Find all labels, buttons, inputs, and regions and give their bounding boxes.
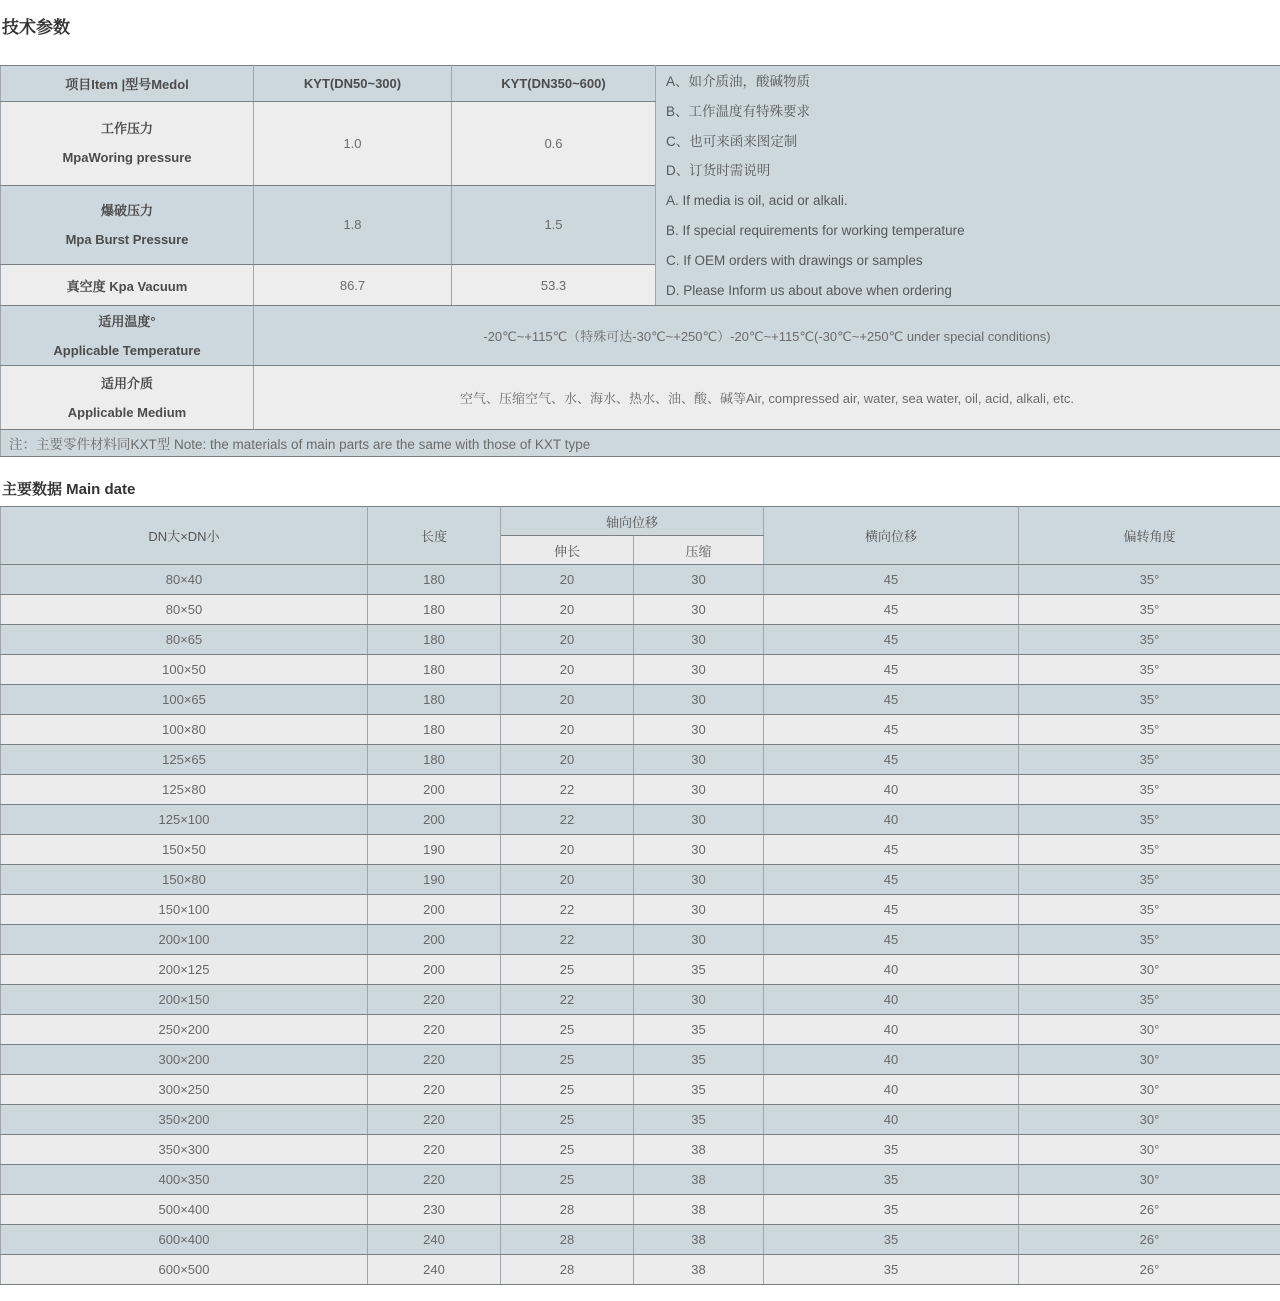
header-lateral-displacement: 横向位移	[764, 507, 1019, 565]
note-line: B. If special requirements for working temperature	[666, 216, 1274, 246]
table-cell: 22	[501, 805, 634, 835]
burst-pressure-label-en: Mpa Burst Pressure	[1, 225, 253, 254]
table-row	[1, 985, 1280, 1015]
table-cell: 38	[634, 1135, 764, 1165]
note-line: D、订货时需说明	[666, 156, 1274, 186]
header-compression: 压缩	[634, 536, 764, 565]
header-extension: 伸长	[501, 536, 634, 565]
table-cell: 20	[501, 625, 634, 655]
table-cell: 30°	[1019, 1135, 1280, 1165]
table-cell: 35°	[1019, 745, 1280, 775]
vacuum-value-1: 86.7	[254, 265, 452, 306]
table-cell: 26°	[1019, 1195, 1280, 1225]
table-cell: 38	[634, 1195, 764, 1225]
notes-cell	[656, 66, 1280, 306]
note-line: B、工作温度有特殊要求	[666, 97, 1274, 127]
table-cell: 30	[634, 715, 764, 745]
table-cell: 28	[501, 1255, 634, 1285]
main-data-table	[0, 506, 1280, 1285]
table-cell: 35	[634, 1045, 764, 1075]
table-cell: 20	[501, 565, 634, 595]
vacuum-label: 真空度 Kpa Vacuum	[1, 265, 254, 306]
table-cell: 20	[501, 835, 634, 865]
table-cell: 300×200	[1, 1045, 368, 1075]
table-cell: 400×350	[1, 1165, 368, 1195]
table-cell: 180	[368, 655, 501, 685]
table-cell: 230	[368, 1195, 501, 1225]
table-cell: 150×100	[1, 895, 368, 925]
table-cell: 220	[368, 1045, 501, 1075]
table-cell: 80×50	[1, 595, 368, 625]
table-row	[1, 1165, 1280, 1195]
table-cell: 45	[764, 565, 1019, 595]
table-cell: 35	[634, 1075, 764, 1105]
table-cell: 35°	[1019, 805, 1280, 835]
table-cell: 28	[501, 1225, 634, 1255]
table-cell: 35	[764, 1135, 1019, 1165]
table-cell: 20	[501, 655, 634, 685]
table-cell: 22	[501, 775, 634, 805]
table-cell: 35°	[1019, 865, 1280, 895]
footnote-text: 注：主要零件材料同KXT型 Note: the materials of main parts are the same with those of KXT type	[1, 430, 1280, 457]
table-cell: 240	[368, 1225, 501, 1255]
table-cell: 45	[764, 895, 1019, 925]
table-cell: 40	[764, 985, 1019, 1015]
header-axial-displacement: 轴向位移	[501, 507, 764, 536]
table-cell: 30	[634, 625, 764, 655]
table-cell: 25	[501, 1075, 634, 1105]
tech-header-model-2: KYT(DN350~600)	[452, 66, 656, 102]
temperature-row	[1, 306, 1280, 366]
note-line: A、如介质油，酸碱物质	[666, 67, 1274, 97]
working-pressure-label-cn: 工作压力	[1, 114, 253, 143]
table-cell: 35°	[1019, 655, 1280, 685]
table-cell: 180	[368, 745, 501, 775]
header-length: 长度	[368, 507, 501, 565]
table-cell: 45	[764, 835, 1019, 865]
table-cell: 30	[634, 595, 764, 625]
table-cell: 200	[368, 955, 501, 985]
table-cell: 35	[634, 1015, 764, 1045]
table-cell: 26°	[1019, 1225, 1280, 1255]
table-cell: 35°	[1019, 775, 1280, 805]
table-cell: 38	[634, 1255, 764, 1285]
table-cell: 20	[501, 865, 634, 895]
table-cell: 25	[501, 1105, 634, 1135]
burst-pressure-label-cn: 爆破压力	[1, 196, 253, 225]
table-cell: 35	[764, 1225, 1019, 1255]
table-cell: 220	[368, 1165, 501, 1195]
main-header-row-1	[1, 507, 1280, 536]
table-row	[1, 1105, 1280, 1135]
burst-pressure-label	[1, 185, 254, 264]
table-cell: 200×150	[1, 985, 368, 1015]
notes-list	[666, 67, 1274, 305]
table-cell: 100×80	[1, 715, 368, 745]
table-cell: 600×400	[1, 1225, 368, 1255]
table-row	[1, 745, 1280, 775]
table-cell: 40	[764, 775, 1019, 805]
vacuum-value-2: 53.3	[452, 265, 656, 306]
header-deflection-angle: 偏转角度	[1019, 507, 1280, 565]
table-cell: 45	[764, 625, 1019, 655]
table-cell: 35	[634, 1105, 764, 1135]
table-cell: 250×200	[1, 1015, 368, 1045]
table-cell: 200×100	[1, 925, 368, 955]
working-pressure-value-1: 1.0	[254, 102, 452, 185]
table-row	[1, 1015, 1280, 1045]
table-cell: 30	[634, 745, 764, 775]
working-pressure-label	[1, 102, 254, 185]
table-cell: 45	[764, 655, 1019, 685]
table-cell: 45	[764, 685, 1019, 715]
table-cell: 35	[764, 1255, 1019, 1285]
table-cell: 35	[634, 955, 764, 985]
table-cell: 30°	[1019, 1165, 1280, 1195]
table-row	[1, 565, 1280, 595]
medium-value: 空气、压缩空气、水、海水、热水、油、酸、碱等Air, compressed air, water, sea water, oil, acid, alkali, etc.	[254, 366, 1280, 430]
footnote-row	[1, 430, 1280, 457]
table-row	[1, 835, 1280, 865]
table-cell: 180	[368, 595, 501, 625]
table-cell: 30	[634, 925, 764, 955]
temperature-label	[1, 306, 254, 366]
table-cell: 40	[764, 1045, 1019, 1075]
table-cell: 100×65	[1, 685, 368, 715]
note-line: D. Please Inform us about above when ordering	[666, 276, 1274, 306]
table-cell: 30	[634, 805, 764, 835]
table-cell: 30	[634, 685, 764, 715]
table-row	[1, 685, 1280, 715]
table-cell: 40	[764, 955, 1019, 985]
table-cell: 25	[501, 1015, 634, 1045]
note-line: C. If OEM orders with drawings or samples	[666, 246, 1274, 276]
medium-row	[1, 366, 1280, 430]
table-cell: 240	[368, 1255, 501, 1285]
table-cell: 125×100	[1, 805, 368, 835]
table-cell: 190	[368, 835, 501, 865]
table-cell: 35°	[1019, 835, 1280, 865]
table-row	[1, 895, 1280, 925]
burst-pressure-value-2: 1.5	[452, 185, 656, 264]
table-row	[1, 1195, 1280, 1225]
table-row	[1, 775, 1280, 805]
table-row	[1, 1075, 1280, 1105]
temperature-label-en: Applicable Temperature	[1, 336, 253, 365]
table-cell: 22	[501, 895, 634, 925]
note-line: C、也可来函来图定制	[666, 127, 1274, 157]
table-cell: 45	[764, 715, 1019, 745]
table-cell: 30°	[1019, 1105, 1280, 1135]
table-cell: 20	[501, 715, 634, 745]
table-cell: 22	[501, 985, 634, 1015]
medium-label-en: Applicable Medium	[1, 398, 253, 427]
table-row	[1, 715, 1280, 745]
table-cell: 220	[368, 1015, 501, 1045]
table-cell: 20	[501, 685, 634, 715]
table-cell: 200×125	[1, 955, 368, 985]
table-cell: 38	[634, 1165, 764, 1195]
table-cell: 220	[368, 1075, 501, 1105]
table-cell: 200	[368, 925, 501, 955]
table-row	[1, 625, 1280, 655]
table-cell: 40	[764, 805, 1019, 835]
table-cell: 20	[501, 595, 634, 625]
table-cell: 35°	[1019, 595, 1280, 625]
table-cell: 35°	[1019, 715, 1280, 745]
header-dn: DN大×DN小	[1, 507, 368, 565]
table-cell: 25	[501, 955, 634, 985]
table-cell: 200	[368, 775, 501, 805]
table-cell: 30	[634, 985, 764, 1015]
table-cell: 80×40	[1, 565, 368, 595]
table-cell: 45	[764, 925, 1019, 955]
medium-label	[1, 366, 254, 430]
table-cell: 30	[634, 775, 764, 805]
table-cell: 180	[368, 625, 501, 655]
table-cell: 25	[501, 1045, 634, 1075]
table-cell: 300×250	[1, 1075, 368, 1105]
burst-pressure-value-1: 1.8	[254, 185, 452, 264]
table-cell: 180	[368, 715, 501, 745]
table-cell: 35°	[1019, 925, 1280, 955]
page	[0, 16, 1280, 1285]
section-title-main-data: 主要数据 Main date	[2, 480, 1280, 500]
table-row	[1, 1045, 1280, 1075]
table-cell: 150×80	[1, 865, 368, 895]
tech-header-row	[1, 66, 1280, 102]
table-cell: 30	[634, 895, 764, 925]
table-cell: 500×400	[1, 1195, 368, 1225]
table-row	[1, 865, 1280, 895]
table-cell: 26°	[1019, 1255, 1280, 1285]
table-cell: 125×65	[1, 745, 368, 775]
table-row	[1, 805, 1280, 835]
note-line: A. If media is oil, acid or alkali.	[666, 186, 1274, 216]
table-cell: 30	[634, 835, 764, 865]
table-cell: 45	[764, 745, 1019, 775]
table-cell: 40	[764, 1015, 1019, 1045]
working-pressure-value-2: 0.6	[452, 102, 656, 185]
table-cell: 100×50	[1, 655, 368, 685]
medium-label-cn: 适用介质	[1, 369, 253, 398]
table-row	[1, 1135, 1280, 1165]
table-cell: 25	[501, 1165, 634, 1195]
table-cell: 220	[368, 1135, 501, 1165]
table-cell: 190	[368, 865, 501, 895]
table-cell: 45	[764, 865, 1019, 895]
table-cell: 35°	[1019, 895, 1280, 925]
table-cell: 200	[368, 805, 501, 835]
main-table-body	[1, 565, 1280, 1285]
table-cell: 40	[764, 1075, 1019, 1105]
table-row	[1, 955, 1280, 985]
table-cell: 30°	[1019, 1075, 1280, 1105]
table-cell: 30°	[1019, 1015, 1280, 1045]
table-cell: 30	[634, 865, 764, 895]
table-cell: 30	[634, 655, 764, 685]
table-cell: 28	[501, 1195, 634, 1225]
tech-header-item-label: 项目Item |型号Medol	[1, 66, 254, 102]
table-cell: 35	[764, 1165, 1019, 1195]
table-cell: 350×200	[1, 1105, 368, 1135]
table-cell: 35	[764, 1195, 1019, 1225]
table-cell: 38	[634, 1225, 764, 1255]
table-cell: 80×65	[1, 625, 368, 655]
tech-header-model-1: KYT(DN50~300)	[254, 66, 452, 102]
table-cell: 20	[501, 745, 634, 775]
section-title-tech-params: 技术参数	[2, 16, 1280, 40]
table-cell: 35°	[1019, 565, 1280, 595]
table-row	[1, 1225, 1280, 1255]
table-cell: 150×50	[1, 835, 368, 865]
table-cell: 200	[368, 895, 501, 925]
table-cell: 30°	[1019, 1045, 1280, 1075]
table-cell: 35°	[1019, 625, 1280, 655]
table-cell: 180	[368, 685, 501, 715]
tech-params-table	[0, 65, 1280, 457]
table-cell: 220	[368, 1105, 501, 1135]
table-cell: 40	[764, 1105, 1019, 1135]
table-cell: 35°	[1019, 985, 1280, 1015]
temperature-value: -20℃~+115℃（特殊可达-30℃~+250℃）-20℃~+115℃(-30℃~+250℃ under special conditions)	[254, 306, 1280, 366]
table-row	[1, 655, 1280, 685]
table-cell: 125×80	[1, 775, 368, 805]
table-row	[1, 925, 1280, 955]
table-cell: 30°	[1019, 955, 1280, 985]
working-pressure-label-en: MpaWoring pressure	[1, 143, 253, 172]
table-cell: 22	[501, 925, 634, 955]
table-cell: 30	[634, 565, 764, 595]
table-cell: 180	[368, 565, 501, 595]
table-row	[1, 1255, 1280, 1285]
table-cell: 600×500	[1, 1255, 368, 1285]
table-cell: 350×300	[1, 1135, 368, 1165]
table-cell: 45	[764, 595, 1019, 625]
table-row	[1, 595, 1280, 625]
table-cell: 25	[501, 1135, 634, 1165]
table-cell: 220	[368, 985, 501, 1015]
table-cell: 35°	[1019, 685, 1280, 715]
temperature-label-cn: 适用温度°	[1, 307, 253, 336]
